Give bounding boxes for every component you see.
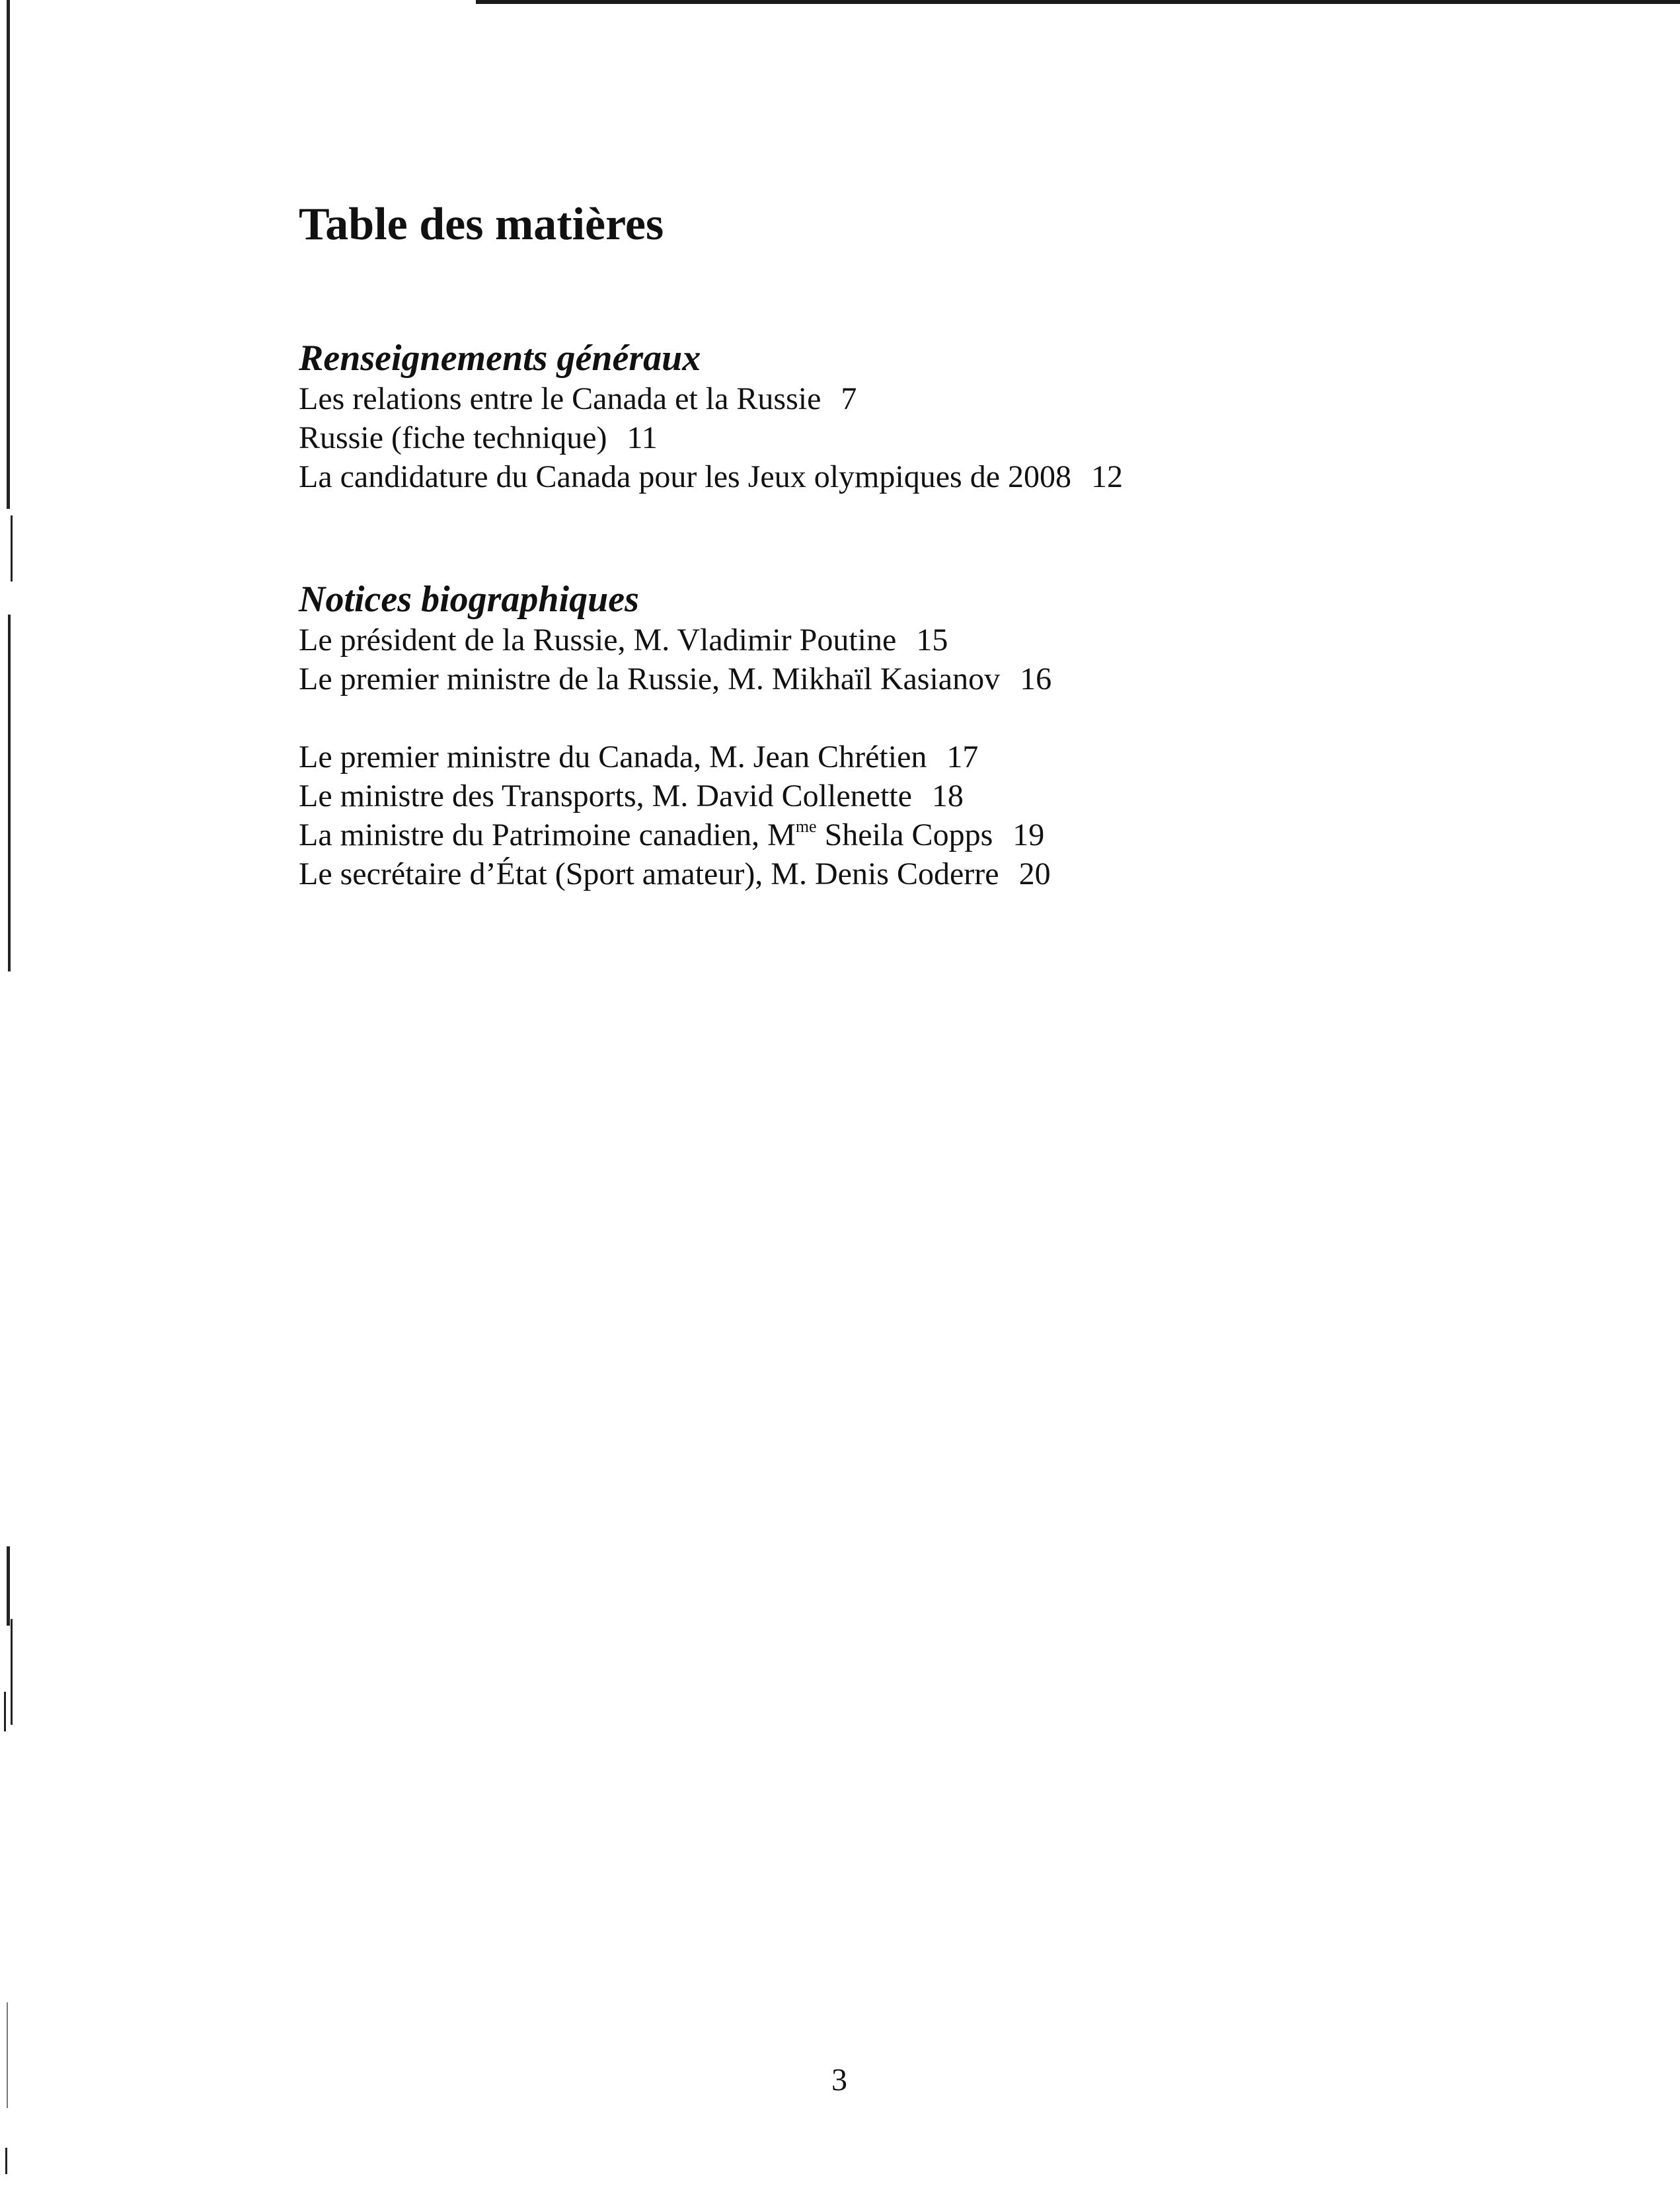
section-heading: Renseignements généraux	[299, 338, 701, 379]
toc-entry-page: 7	[841, 381, 857, 416]
scan-top-rule	[476, 0, 1680, 4]
scan-edge-mark	[7, 0, 10, 509]
toc-entry-text-after: Sheila Copps	[816, 817, 993, 852]
toc-entry-page: 17	[946, 739, 979, 775]
toc-entry-text: Russie (fiche technique)	[299, 420, 607, 455]
toc-entry	[299, 776, 1488, 815]
scan-edge-mark	[11, 1619, 13, 1725]
page-number: 3	[831, 2062, 847, 2098]
scan-edge-mark	[5, 2148, 7, 2174]
toc-entry-text	[299, 817, 993, 852]
toc-entry-page: 16	[1020, 661, 1052, 697]
toc-entry-page: 15	[916, 623, 948, 658]
scan-edge-mark	[8, 615, 11, 971]
toc-entry	[299, 854, 1488, 893]
page-title: Table des matières	[299, 199, 664, 250]
toc-entry-text: Le premier ministre de la Russie, M. Mikhaïl Kasianov	[299, 661, 1001, 697]
toc-entry-page: 19	[1012, 817, 1045, 852]
toc-entry	[299, 418, 1488, 457]
toc-entry	[299, 660, 1488, 699]
entry-group-spacer	[299, 699, 1488, 737]
toc-entry	[299, 815, 1488, 854]
toc-entry-text: Le président de la Russie, M. Vladimir Poutine	[299, 623, 897, 658]
toc-entry-text-superscript: me	[795, 817, 817, 836]
toc-entry-text-before: La ministre du Patrimoine canadien, M	[299, 817, 796, 852]
scan-edge-mark	[7, 1546, 10, 1626]
section-heading: Notices biographiques	[299, 579, 639, 620]
toc-entry	[299, 621, 1488, 660]
toc-entry-text: Le premier ministre du Canada, M. Jean Chrétien	[299, 739, 927, 775]
scan-edge-mark	[7, 2002, 8, 2108]
toc-entry-page: 12	[1091, 459, 1124, 494]
toc-entry	[299, 737, 1488, 776]
toc-entry-page: 20	[1018, 856, 1051, 891]
scan-edge-mark	[11, 515, 13, 582]
toc-entry	[299, 379, 1488, 418]
section-renseignements-generaux	[299, 337, 1488, 496]
toc-entry-page: 11	[627, 420, 658, 455]
scan-edge-mark	[4, 1692, 6, 1731]
toc-entry-page: 18	[931, 778, 964, 813]
toc-entry-text: Le secrétaire d’État (Sport amateur), M. Denis Coderre	[299, 856, 999, 891]
toc-entry-text: La candidature du Canada pour les Jeux olympiques de 2008	[299, 459, 1072, 494]
toc-entry-text: Les relations entre le Canada et la Russie	[299, 381, 821, 416]
toc-entry-text: Le ministre des Transports, M. David Collenette	[299, 778, 912, 813]
section-notices-biographiques	[299, 578, 1488, 893]
toc-entry	[299, 457, 1488, 496]
